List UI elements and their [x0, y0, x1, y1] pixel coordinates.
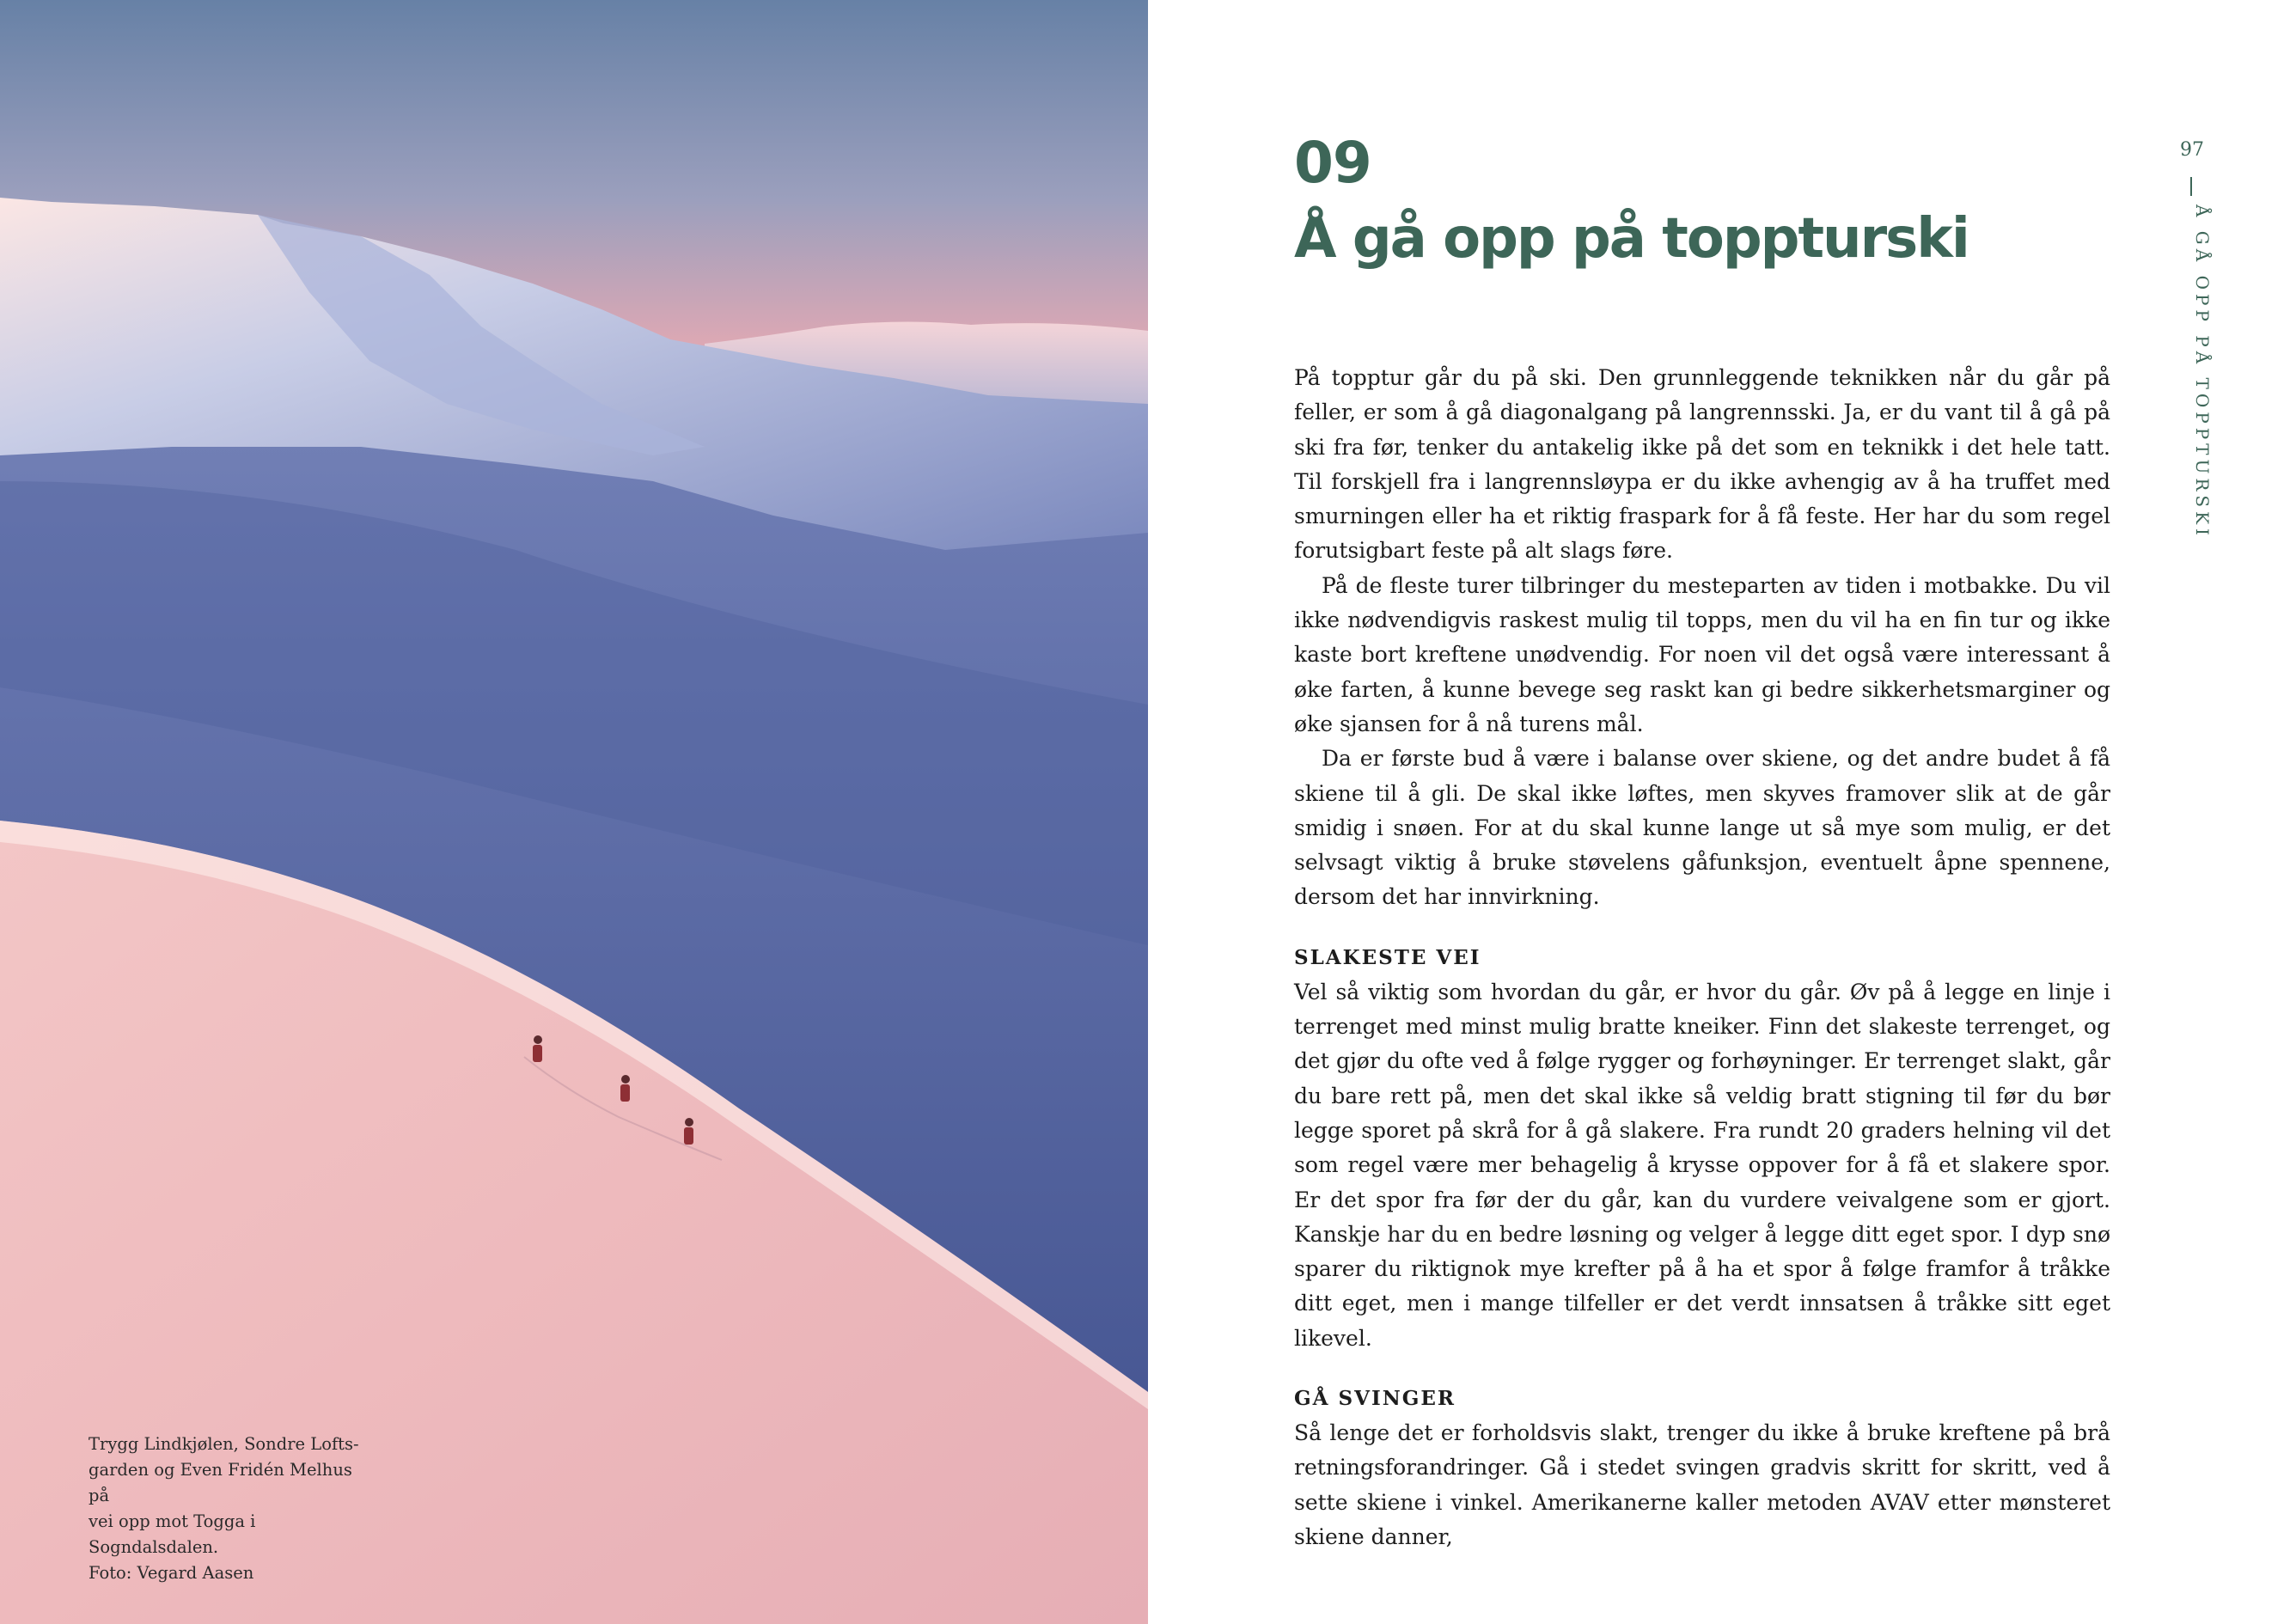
folio-divider	[2190, 177, 2192, 196]
photo-caption	[89, 1432, 372, 1586]
caption-line: Foto: Vegard Aasen	[89, 1563, 254, 1583]
body-text	[1294, 361, 2110, 1554]
section-heading: SLAKESTE VEI	[1294, 945, 1481, 969]
paragraph: Da er første bud å være i balanse over skiene, og det andre budet å få skiene til å gli. De skal ikke løftes, men skyves framover slik at de går smidig i snøen. For at du skal kunne lange ut så mye som mulig, er det selvsagt viktig å bruke støvelens gåfunksjon, eventuelt åpne spennene, dersom det har innvirkning.	[1294, 746, 2110, 910]
paragraph: På topptur går du på ski. Den grunnleggende teknikken når du går på feller, er som å gå diagonalgang på langrennsski. Ja, er du vant til å gå på ski fra før, tenker du antakelig ikke på det som en teknikk i det hele tatt. Til forskjell fra i langrennsløypa er du ikke avhengig av å ha truffet med smurningen eller ha et riktig fraspark for å få feste. Her har du som regel forutsigbart feste på alt slags føre.	[1294, 365, 2110, 564]
chapter-title: Å gå opp på toppturski	[1294, 207, 1969, 271]
paragraph: Så lenge det er forholdsvis slakt, trenger du ikke å bruke kreftene på brå retningsforandringer. Gå i stedet svingen gradvis skritt for skritt, ved å sette skiene i vinkel. Amerikanerne kaller metoden AVAV etter mønsteret skiene danner,	[1294, 1420, 2110, 1549]
chapter-number: 09	[1294, 130, 1371, 196]
caption-line: Trygg Lindkjølen, Sondre Lofts-	[89, 1434, 359, 1454]
caption-line: garden og Even Fridén Melhus på	[89, 1460, 352, 1505]
text-page	[1148, 0, 2296, 1624]
section-heading: GÅ SVINGER	[1294, 1387, 1456, 1411]
paragraph: På de fleste turer tilbringer du mesteparten av tiden i motbakke. Du vil ikke nødvendigvis raskest mulig til topps, men du vil ha en fin tur og ikke kaste bort kreftene unødvendig. For noen vil det også være interessant å øke farten, å kunne bevege seg raskt kan gi bedre sikkerhetsmarginer og øke sjansen for å nå turens mål.	[1294, 572, 2110, 736]
page-number: 97	[2180, 139, 2204, 161]
paragraph: Vel så viktig som hvordan du går, er hvor du går. Øv på å legge en linje i terrenget med minst mulig bratte kneiker. Finn det slakeste terrenget, og det gjør du ofte ved å følge rygger og forhøyninger. Er terrenget slakt, går du bare rett på, men det skal ikke så veldig bratt stigning til før du bør legge sporet på skrå for å gå slakere. Fra rundt 20 graders helning vil det som regel være mer behagelig å krysse oppover for å få et slakere spor. Er det spor fra før der du går, kan du vurdere veivalgene som er gjort. Kanskje har du en bedre løsning og velger å legge ditt eget spor. I dyp snø sparer du riktignok mye krefter på å ha et spor å følge framfor å tråkke ditt eget, men i mange tilfeller er det verdt innsatsen å tråkke sitt eget likevel.	[1294, 979, 2110, 1351]
running-head: Å GÅ OPP PÅ TOPPTURSKI	[2192, 205, 2213, 540]
caption-line: vei opp mot Togga i Sogndalsdalen.	[89, 1511, 256, 1557]
